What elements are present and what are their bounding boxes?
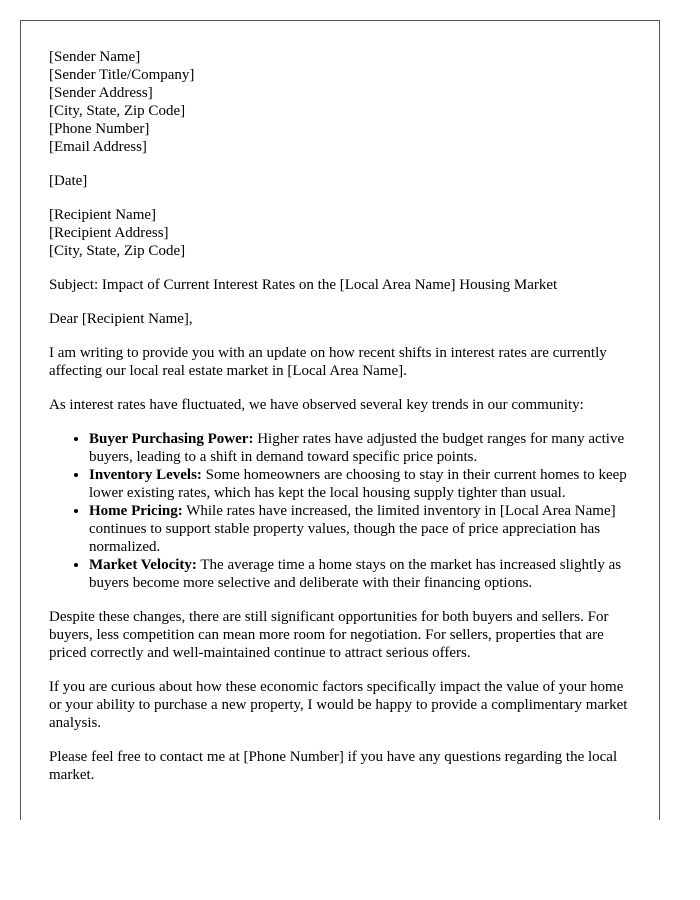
trend-text: While rates have increased, the limited inventory in [Local Area Name] continues to support stable property values, though the pace of price appreciation has normalized. (89, 503, 616, 555)
trend-label: Inventory Levels: (89, 467, 202, 483)
trends-list (49, 430, 639, 592)
sender-city-state-zip: [City, State, Zip Code] (49, 103, 186, 119)
sender-name: [Sender Name] (49, 49, 141, 65)
sender-block (49, 48, 639, 156)
intro-paragraph: I am writing to provide you with an update on how recent shifts in interest rates are currently affecting our local real estate market in [Local Area Name]. (49, 345, 607, 379)
sender-title-company: [Sender Title/Company] (49, 67, 195, 83)
trends-intro: As interest rates have fluctuated, we have observed several key trends in our community: (49, 397, 584, 413)
sender-address: [Sender Address] (49, 85, 153, 101)
trend-label: Home Pricing: (89, 503, 183, 519)
recipient-block (49, 206, 639, 260)
salutation: Dear [Recipient Name], (49, 311, 193, 327)
list-item (89, 466, 639, 502)
recipient-address: [Recipient Address] (49, 225, 169, 241)
trend-label: Market Velocity: (89, 557, 197, 573)
recipient-name: [Recipient Name] (49, 207, 157, 223)
letter-date: [Date] (49, 173, 88, 189)
trend-text: Higher rates have adjusted the budget ranges for many active buyers, leading to a shift in demand toward specific price points. (89, 431, 625, 465)
list-item (89, 502, 639, 556)
opportunities-paragraph: Despite these changes, there are still significant opportunities for both buyers and sellers. For buyers, less competition can mean more room for negotiation. For sellers, properties that are priced correctly and well-maintained continue to attract serious offers. (49, 609, 609, 661)
sender-email: [Email Address] (49, 139, 147, 155)
sender-phone: [Phone Number] (49, 121, 150, 137)
trend-text: The average time a home stays on the market has increased slightly as buyers become more selective and deliberate with their financing options. (89, 557, 622, 591)
list-item (89, 556, 639, 592)
letter-body (49, 48, 639, 784)
offer-paragraph: If you are curious about how these economic factors specifically impact the value of your home or your ability to purchase a new property, I would be happy to provide a complimentary market analysis. (49, 679, 628, 731)
letter-page (20, 20, 660, 820)
recipient-city-state-zip: [City, State, Zip Code] (49, 243, 186, 259)
closing-paragraph: Please feel free to contact me at [Phone Number] if you have any questions regarding the local market. (49, 749, 618, 783)
subject-line: Subject: Impact of Current Interest Rates on the [Local Area Name] Housing Market (49, 277, 558, 293)
trend-text: Some homeowners are choosing to stay in their current homes to keep lower existing rates, which has kept the local housing supply tighter than usual. (89, 467, 627, 501)
trend-label: Buyer Purchasing Power: (89, 431, 254, 447)
list-item (89, 430, 639, 466)
